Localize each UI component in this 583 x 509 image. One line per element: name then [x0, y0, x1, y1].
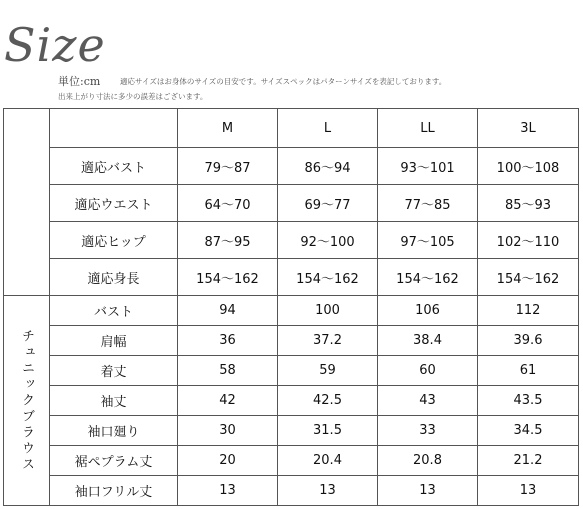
table-cell: 21.2: [478, 446, 579, 476]
measure-row-frill: [4, 476, 579, 506]
size-table: [3, 108, 579, 506]
measure-row-cuff: [4, 416, 579, 446]
table-cell: 39.6: [478, 326, 579, 356]
table-cell: 43.5: [478, 386, 579, 416]
row-label: 裾ペプラム丈: [50, 446, 178, 476]
fit-row-bust: [4, 148, 579, 185]
row-label: 着丈: [50, 356, 178, 386]
table-cell: 36: [178, 326, 278, 356]
table-cell: 69〜77: [278, 185, 378, 222]
table-cell: 106: [378, 296, 478, 326]
page-title: Size: [4, 18, 106, 72]
table-cell: 59: [278, 356, 378, 386]
table-cell: 154〜162: [378, 259, 478, 296]
row-label: 袖口フリル丈: [50, 476, 178, 506]
table-cell: 13: [178, 476, 278, 506]
table-cell: 13: [378, 476, 478, 506]
table-cell: 13: [478, 476, 579, 506]
row-label: 適応ウエスト: [50, 185, 178, 222]
table-cell: 77〜85: [378, 185, 478, 222]
table-cell: 154〜162: [278, 259, 378, 296]
table-cell: 42.5: [278, 386, 378, 416]
measure-row-length: [4, 356, 579, 386]
group-label-tunic-blouse: [4, 296, 50, 506]
table-cell: 38.4: [378, 326, 478, 356]
table-cell: 31.5: [278, 416, 378, 446]
table-cell: 85〜93: [478, 185, 579, 222]
size-header-l: L: [278, 109, 378, 148]
table-cell: 112: [478, 296, 579, 326]
row-label: 袖口廻り: [50, 416, 178, 446]
table-cell: 30: [178, 416, 278, 446]
measure-row-bust: [4, 296, 579, 326]
row-label: バスト: [50, 296, 178, 326]
size-header-3l: 3L: [478, 109, 579, 148]
row-label: 適応バスト: [50, 148, 178, 185]
table-cell: 154〜162: [178, 259, 278, 296]
table-cell: 34.5: [478, 416, 579, 446]
table-cell: 13: [278, 476, 378, 506]
table-cell: 43: [378, 386, 478, 416]
fit-row-height: [4, 259, 579, 296]
blank-corner-cell: [4, 109, 50, 296]
row-label: 適応身長: [50, 259, 178, 296]
measure-row-shoulder: [4, 326, 579, 356]
table-cell: 100〜108: [478, 148, 579, 185]
table-cell: 61: [478, 356, 579, 386]
table-cell: 92〜100: [278, 222, 378, 259]
table-cell: 58: [178, 356, 278, 386]
header-row: [4, 109, 579, 148]
table-cell: 20: [178, 446, 278, 476]
table-cell: 60: [378, 356, 478, 386]
table-cell: 154〜162: [478, 259, 579, 296]
table-cell: 33: [378, 416, 478, 446]
table-cell: 87〜95: [178, 222, 278, 259]
table-cell: 42: [178, 386, 278, 416]
measure-row-sleeve: [4, 386, 579, 416]
table-cell: 64〜70: [178, 185, 278, 222]
row-label: 袖丈: [50, 386, 178, 416]
fit-row-waist: [4, 185, 579, 222]
table-cell: 37.2: [278, 326, 378, 356]
group-label-text: チュニックブラウス: [19, 328, 34, 473]
size-note-line-1: 適応サイズはお身体のサイズの目安です。サイズスペックはパターンサイズを表記しております。: [120, 77, 447, 86]
unit-label: 単位:cm: [58, 75, 101, 88]
table-cell: 79〜87: [178, 148, 278, 185]
table-cell: 94: [178, 296, 278, 326]
row-label: 適応ヒップ: [50, 222, 178, 259]
table-cell: 100: [278, 296, 378, 326]
table-cell: 97〜105: [378, 222, 478, 259]
size-header-ll: LL: [378, 109, 478, 148]
fit-row-hip: [4, 222, 579, 259]
size-note-line-2: 出来上がり寸法に多少の誤差はございます。: [58, 92, 208, 101]
size-header-m: M: [178, 109, 278, 148]
blank-header-cell: [50, 109, 178, 148]
table-cell: 20.4: [278, 446, 378, 476]
row-label: 肩幅: [50, 326, 178, 356]
measure-row-peplum: [4, 446, 579, 476]
table-cell: 93〜101: [378, 148, 478, 185]
table-cell: 20.8: [378, 446, 478, 476]
table-cell: 102〜110: [478, 222, 579, 259]
table-cell: 86〜94: [278, 148, 378, 185]
